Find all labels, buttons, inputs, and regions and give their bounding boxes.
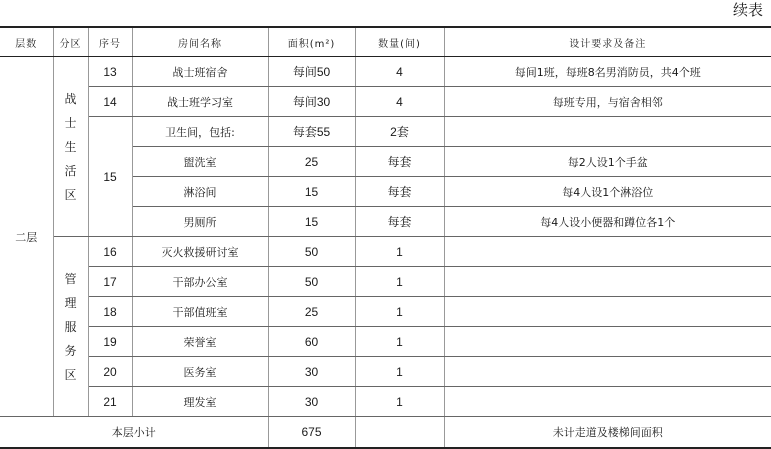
room-area: 50 — [268, 237, 355, 267]
table-row — [0, 267, 771, 297]
zone-cell-management — [53, 237, 88, 417]
room-area: 30 — [268, 357, 355, 387]
room-name: 淋浴间 — [132, 177, 268, 207]
room-name: 荣誉室 — [132, 327, 268, 357]
table-row — [0, 237, 771, 267]
header-zone: 分区 — [53, 27, 88, 57]
continued-table-label: 续表 — [732, 1, 763, 19]
room-count: 每套 — [355, 207, 444, 237]
header-room-name: 房间名称 — [132, 27, 268, 57]
room-program-table — [0, 26, 771, 449]
room-count: 1 — [355, 297, 444, 327]
zone-label-management: 管理服务区 — [64, 271, 77, 382]
room-note: 每4人设1个淋浴位 — [444, 177, 771, 207]
room-count: 1 — [355, 237, 444, 267]
room-note: 每班专用，与宿舍相邻 — [444, 87, 771, 117]
room-count: 1 — [355, 267, 444, 297]
zone-label-fighter: 战士生活区 — [64, 91, 77, 202]
row-number: 20 — [88, 357, 132, 387]
table-header-row — [0, 27, 771, 57]
table-row — [0, 297, 771, 327]
header-requirements: 设计要求及备注 — [444, 27, 771, 57]
row-number: 21 — [88, 387, 132, 417]
room-note — [444, 387, 771, 417]
room-area: 每套55 — [268, 117, 355, 147]
room-note — [444, 297, 771, 327]
room-area: 25 — [268, 147, 355, 177]
room-area: 60 — [268, 327, 355, 357]
room-count: 4 — [355, 57, 444, 87]
room-note — [444, 267, 771, 297]
table-row — [0, 57, 771, 87]
row-number: 17 — [88, 267, 132, 297]
room-name: 医务室 — [132, 357, 268, 387]
row-number: 16 — [88, 237, 132, 267]
room-area: 15 — [268, 207, 355, 237]
table-row — [0, 117, 771, 147]
room-note — [444, 117, 771, 147]
room-note: 每2人设1个手盆 — [444, 147, 771, 177]
subtotal-label: 本层小计 — [0, 417, 268, 449]
room-name: 灭火救援研讨室 — [132, 237, 268, 267]
table-row — [0, 87, 771, 117]
room-count: 1 — [355, 327, 444, 357]
room-note — [444, 327, 771, 357]
subtotal-note: 未计走道及楼梯间面积 — [444, 417, 771, 449]
table-row — [0, 327, 771, 357]
row-number: 18 — [88, 297, 132, 327]
room-area: 每间30 — [268, 87, 355, 117]
room-count: 1 — [355, 387, 444, 417]
room-name: 战士班宿舍 — [132, 57, 268, 87]
room-name: 男厕所 — [132, 207, 268, 237]
room-note: 每4人设小便器和蹲位各1个 — [444, 207, 771, 237]
floor-cell: 二层 — [0, 57, 53, 417]
room-name: 理发室 — [132, 387, 268, 417]
row-number: 13 — [88, 57, 132, 87]
row-number: 19 — [88, 327, 132, 357]
room-note — [444, 237, 771, 267]
room-name: 战士班学习室 — [132, 87, 268, 117]
subtotal-area: 675 — [268, 417, 355, 449]
room-count: 1 — [355, 357, 444, 387]
room-count: 2套 — [355, 117, 444, 147]
room-count: 每套 — [355, 177, 444, 207]
subtotal-row — [0, 417, 771, 449]
room-area: 15 — [268, 177, 355, 207]
room-area: 30 — [268, 387, 355, 417]
subtotal-count — [355, 417, 444, 449]
header-count: 数量(间) — [355, 27, 444, 57]
room-name: 卫生间，包括: — [132, 117, 268, 147]
room-name: 干部办公室 — [132, 267, 268, 297]
header-floor: 层数 — [0, 27, 53, 57]
room-note — [444, 357, 771, 387]
table-row — [0, 387, 771, 417]
zone-cell-fighter — [53, 57, 88, 237]
room-count: 4 — [355, 87, 444, 117]
room-area: 50 — [268, 267, 355, 297]
table-row — [0, 357, 771, 387]
room-area: 25 — [268, 297, 355, 327]
header-number: 序号 — [88, 27, 132, 57]
room-count: 每套 — [355, 147, 444, 177]
room-area: 每间50 — [268, 57, 355, 87]
room-name: 盥洗室 — [132, 147, 268, 177]
row-number: 14 — [88, 87, 132, 117]
row-number: 15 — [88, 117, 132, 237]
room-note: 每间1班，每班8名男消防员，共4个班 — [444, 57, 771, 87]
room-name: 干部值班室 — [132, 297, 268, 327]
header-area: 面积(m²) — [268, 27, 355, 57]
